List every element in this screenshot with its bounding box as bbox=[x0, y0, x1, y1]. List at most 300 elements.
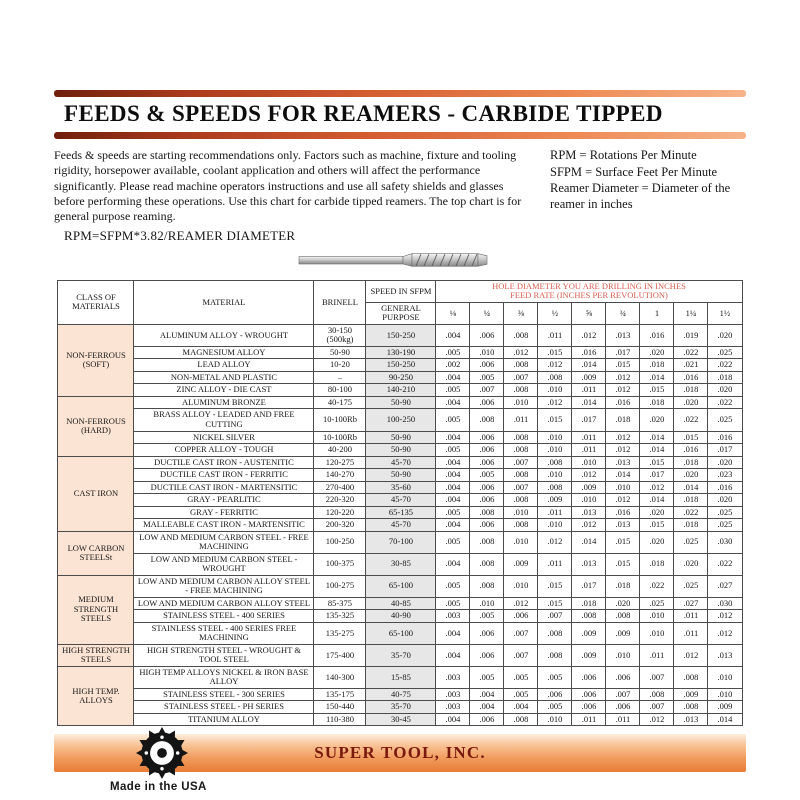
material-cell: MALLEABLE CAST IRON - MARTENSITIC bbox=[134, 519, 314, 532]
feed-rate-cell: .011 bbox=[640, 644, 674, 666]
feed-rate-cell: .010 bbox=[640, 610, 674, 623]
feed-rate-cell: .025 bbox=[674, 531, 708, 553]
feed-rate-cell: .004 bbox=[436, 481, 470, 494]
feed-rate-cell: .015 bbox=[640, 519, 674, 532]
feed-rate-cell: .014 bbox=[640, 494, 674, 507]
feed-rate-cell: .030 bbox=[708, 531, 742, 553]
brinell-cell: 200-320 bbox=[314, 519, 366, 532]
feed-rate-cell: .012 bbox=[538, 359, 572, 372]
feed-rate-cell: .004 bbox=[436, 469, 470, 482]
speed-cell: 65-100 bbox=[366, 575, 436, 597]
feed-rate-cell: .006 bbox=[470, 324, 504, 346]
brinell-cell: 220-320 bbox=[314, 494, 366, 507]
table-row bbox=[58, 371, 742, 384]
speed-cell: 35-70 bbox=[366, 644, 436, 666]
feed-rate-cell: .016 bbox=[606, 396, 640, 409]
feed-rate-cell: .008 bbox=[470, 409, 504, 431]
feed-rate-cell: .013 bbox=[606, 456, 640, 469]
feed-rate-cell: .018 bbox=[640, 396, 674, 409]
feed-rate-cell: .011 bbox=[504, 409, 538, 431]
feed-rate-cell: .022 bbox=[674, 506, 708, 519]
feed-rate-cell: .012 bbox=[572, 519, 606, 532]
feed-rate-cell: .006 bbox=[470, 519, 504, 532]
material-cell: LOW AND MEDIUM CARBON ALLOY STEEL bbox=[134, 597, 314, 610]
feed-rate-cell: .008 bbox=[572, 610, 606, 623]
feed-rate-cell: .004 bbox=[436, 324, 470, 346]
speed-cell: 50-90 bbox=[366, 431, 436, 444]
brinell-cell: 100-275 bbox=[314, 575, 366, 597]
feed-rate-cell: .006 bbox=[470, 444, 504, 457]
feed-rate-cell: .016 bbox=[708, 431, 742, 444]
feed-rate-cell: .004 bbox=[436, 494, 470, 507]
feed-rate-cell: .005 bbox=[436, 384, 470, 397]
feed-rate-cell: .010 bbox=[572, 494, 606, 507]
brinell-cell: 40-200 bbox=[314, 444, 366, 457]
feed-rate-cell: .004 bbox=[436, 553, 470, 575]
material-cell: STAINLESS STEEL - 300 SERIES bbox=[134, 688, 314, 701]
feeds-speeds-table bbox=[57, 280, 742, 727]
table-row bbox=[58, 713, 742, 726]
feed-rate-cell: .025 bbox=[640, 597, 674, 610]
brinell-header: BRINELL bbox=[314, 280, 366, 324]
speed-cell: 45-70 bbox=[366, 456, 436, 469]
feed-rate-cell: .008 bbox=[504, 384, 538, 397]
speed-cell: 150-250 bbox=[366, 324, 436, 346]
feed-rate-cell: .011 bbox=[674, 622, 708, 644]
feed-rate-cell: .017 bbox=[708, 444, 742, 457]
material-cell: ALUMINUM BRONZE bbox=[134, 396, 314, 409]
brinell-cell: 100-250 bbox=[314, 531, 366, 553]
feed-rate-cell: .005 bbox=[436, 444, 470, 457]
feed-rate-cell: .011 bbox=[572, 713, 606, 726]
feed-rate-cell: .014 bbox=[674, 481, 708, 494]
feed-rate-cell: .016 bbox=[640, 324, 674, 346]
feed-rate-cell: .020 bbox=[708, 324, 742, 346]
material-class-cell: HIGH TEMP. ALLOYS bbox=[58, 666, 134, 726]
feed-rate-cell: .006 bbox=[470, 396, 504, 409]
feed-rate-cell: .020 bbox=[640, 346, 674, 359]
feed-rate-cell: .018 bbox=[606, 409, 640, 431]
hole-size-header: ¼ bbox=[470, 302, 504, 324]
feed-rate-cell: .015 bbox=[538, 409, 572, 431]
feed-rate-cell: .007 bbox=[470, 384, 504, 397]
speed-cell: 90-250 bbox=[366, 371, 436, 384]
brinell-cell: 135-275 bbox=[314, 622, 366, 644]
feed-rate-cell: .018 bbox=[674, 456, 708, 469]
feed-rate-cell: .010 bbox=[504, 506, 538, 519]
feed-rate-cell: .005 bbox=[436, 409, 470, 431]
material-cell: HIGH TEMP ALLOYS NICKEL & IRON BASE ALLOY bbox=[134, 666, 314, 688]
brinell-cell: 100-375 bbox=[314, 553, 366, 575]
brinell-cell: 140-270 bbox=[314, 469, 366, 482]
rpm-formula: RPM=SFPM*3.82/REAMER DIAMETER bbox=[64, 227, 296, 243]
feed-rate-cell: .008 bbox=[538, 644, 572, 666]
feed-rate-cell: .008 bbox=[504, 359, 538, 372]
feed-rate-cell: .012 bbox=[538, 531, 572, 553]
feed-rate-cell: .009 bbox=[538, 494, 572, 507]
feed-rate-cell: .004 bbox=[470, 688, 504, 701]
feed-rate-cell: .015 bbox=[606, 359, 640, 372]
feed-rate-cell: .012 bbox=[504, 597, 538, 610]
material-class-cell: CAST IRON bbox=[58, 456, 134, 531]
speed-cell: 35-60 bbox=[366, 481, 436, 494]
hole-size-header: ⅜ bbox=[504, 302, 538, 324]
feed-rate-cell: .007 bbox=[504, 644, 538, 666]
feed-rate-cell: .018 bbox=[640, 553, 674, 575]
speed-cell: 35-70 bbox=[366, 701, 436, 714]
feed-rate-cell: .008 bbox=[470, 575, 504, 597]
table-row bbox=[58, 456, 742, 469]
feed-rate-cell: .008 bbox=[640, 688, 674, 701]
feed-rate-cell: .017 bbox=[572, 575, 606, 597]
material-class-cell: NON-FERROUS (HARD) bbox=[58, 396, 134, 456]
table-row bbox=[58, 701, 742, 714]
feed-rate-cell: .017 bbox=[606, 346, 640, 359]
feed-rate-cell: .006 bbox=[572, 688, 606, 701]
feed-rate-cell: .010 bbox=[708, 688, 742, 701]
feed-rate-cell: .015 bbox=[606, 553, 640, 575]
feed-rate-cell: .013 bbox=[572, 553, 606, 575]
feed-rate-cell: .013 bbox=[606, 324, 640, 346]
brinell-cell: 10-20 bbox=[314, 359, 366, 372]
feed-rate-cell: .008 bbox=[538, 481, 572, 494]
feed-rate-cell: .021 bbox=[674, 359, 708, 372]
feed-rate-cell: .008 bbox=[470, 553, 504, 575]
speed-cell: 50-90 bbox=[366, 444, 436, 457]
feed-rate-cell: .020 bbox=[640, 409, 674, 431]
feed-rate-cell: .011 bbox=[572, 384, 606, 397]
brinell-cell: 80-100 bbox=[314, 384, 366, 397]
feed-rate-cell: .022 bbox=[708, 359, 742, 372]
feed-rate-cell: .006 bbox=[470, 456, 504, 469]
material-cell: STAINLESS STEEL - 400 SERIES FREE MACHINING bbox=[134, 622, 314, 644]
feed-rate-cell: .005 bbox=[470, 666, 504, 688]
brinell-cell: – bbox=[314, 371, 366, 384]
feed-rate-cell: .020 bbox=[674, 469, 708, 482]
feed-rate-cell: .015 bbox=[640, 384, 674, 397]
material-cell: STAINLESS STEEL - 400 SERIES bbox=[134, 610, 314, 623]
feed-rate-cell: .009 bbox=[606, 622, 640, 644]
table-row bbox=[58, 384, 742, 397]
speed-cell: 40-90 bbox=[366, 610, 436, 623]
feed-rate-cell: .025 bbox=[708, 519, 742, 532]
feed-rate-cell: .012 bbox=[606, 444, 640, 457]
page-title: FEEDS & SPEEDS FOR REAMERS - CARBIDE TIPPED bbox=[64, 101, 663, 126]
table-row bbox=[58, 622, 742, 644]
brinell-cell: 140-300 bbox=[314, 666, 366, 688]
feed-rate-cell: .008 bbox=[470, 506, 504, 519]
feed-rate-cell: .006 bbox=[606, 701, 640, 714]
feed-rate-cell: .010 bbox=[538, 384, 572, 397]
feed-rate-cell: .010 bbox=[504, 575, 538, 597]
table-row bbox=[58, 688, 742, 701]
feed-rate-cell: .008 bbox=[504, 444, 538, 457]
feed-rate-cell: .016 bbox=[572, 346, 606, 359]
table-row bbox=[58, 553, 742, 575]
feed-rate-cell: .018 bbox=[674, 494, 708, 507]
brinell-cell: 10-100Rb bbox=[314, 409, 366, 431]
feed-rate-cell: .006 bbox=[470, 622, 504, 644]
feed-rate-cell: .010 bbox=[708, 666, 742, 688]
feed-rate-cell: .020 bbox=[606, 597, 640, 610]
speed-cell: 65-135 bbox=[366, 506, 436, 519]
feed-rate-cell: .027 bbox=[708, 575, 742, 597]
feed-rate-cell: .016 bbox=[708, 481, 742, 494]
general-purpose-header: GENERAL PURPOSE bbox=[366, 302, 436, 324]
hole-size-header: ½ bbox=[538, 302, 572, 324]
speed-cell: 70-100 bbox=[366, 531, 436, 553]
feed-rate-cell: .013 bbox=[708, 644, 742, 666]
feed-rate-cell: .007 bbox=[504, 481, 538, 494]
feed-rate-cell: .010 bbox=[538, 713, 572, 726]
material-class-cell: MEDIUM STRENGTH STEELS bbox=[58, 575, 134, 644]
feed-rate-cell: .027 bbox=[674, 597, 708, 610]
feed-rate-cell: .020 bbox=[708, 456, 742, 469]
feed-rate-cell: .006 bbox=[504, 610, 538, 623]
material-cell: LOW AND MEDIUM CARBON STEEL - FREE MACHINING bbox=[134, 531, 314, 553]
table-row bbox=[58, 597, 742, 610]
feed-rate-cell: .006 bbox=[538, 688, 572, 701]
feed-rate-cell: .010 bbox=[504, 396, 538, 409]
made-in-usa-label: Made in the USA bbox=[110, 781, 207, 794]
feed-rate-cell: .005 bbox=[436, 346, 470, 359]
feed-rate-header-line: FEED RATE (INCHES PER REVOLUTION) bbox=[510, 290, 668, 301]
feed-rate-cell: .011 bbox=[538, 553, 572, 575]
feed-rate-cell: .007 bbox=[640, 666, 674, 688]
legend-rpm: RPM = Rotations Per Minute bbox=[550, 148, 697, 162]
brinell-cell: 50-90 bbox=[314, 346, 366, 359]
feed-rate-cell: .018 bbox=[606, 575, 640, 597]
feed-rate-cell: .017 bbox=[640, 469, 674, 482]
feed-rate-cell: .005 bbox=[504, 666, 538, 688]
feed-rate-cell: .011 bbox=[538, 506, 572, 519]
feed-rate-cell: .004 bbox=[504, 701, 538, 714]
feed-rate-cell: .006 bbox=[470, 494, 504, 507]
feed-rate-cell: .009 bbox=[572, 622, 606, 644]
speed-cell: 40-75 bbox=[366, 688, 436, 701]
feed-rate-cell: .005 bbox=[504, 688, 538, 701]
table-row bbox=[58, 346, 742, 359]
feed-rate-cell: .020 bbox=[640, 506, 674, 519]
feed-rate-cell: .004 bbox=[436, 456, 470, 469]
feed-rate-cell: .003 bbox=[436, 701, 470, 714]
feed-rate-cell: .012 bbox=[606, 431, 640, 444]
feed-rate-cell: .025 bbox=[708, 346, 742, 359]
feed-rate-cell: .006 bbox=[470, 644, 504, 666]
table-row bbox=[58, 519, 742, 532]
table-row bbox=[58, 506, 742, 519]
brinell-cell: 10-100Rb bbox=[314, 431, 366, 444]
hole-diameter-feed-rate-header bbox=[436, 280, 742, 302]
feed-rate-cell: .012 bbox=[606, 384, 640, 397]
feed-rate-cell: .007 bbox=[640, 701, 674, 714]
feed-rate-cell: .006 bbox=[572, 666, 606, 688]
feed-rate-cell: .008 bbox=[504, 431, 538, 444]
intro-paragraph: Feeds & speeds are starting recommendations only. Factors such as machine, fixture and tooling rigidity, horsepower available, coolant application and others will affect the performance significantly. Please read machine operators instructions and use all safety shields and glasses before performing these operations. Use this chart for carbide tipped reamers. The top chart is for general purpose reaming. bbox=[54, 148, 522, 224]
feed-rate-cell: .020 bbox=[708, 384, 742, 397]
feed-rate-cell: .010 bbox=[504, 531, 538, 553]
feed-rate-cell: .023 bbox=[708, 469, 742, 482]
hole-size-header: 1 bbox=[640, 302, 674, 324]
hole-size-header: 1½ bbox=[708, 302, 742, 324]
material-cell: COPPER ALLOY - TOUGH bbox=[134, 444, 314, 457]
feed-rate-cell: .008 bbox=[504, 494, 538, 507]
feed-rate-cell: .009 bbox=[572, 644, 606, 666]
material-cell: MAGNESIUM ALLOY bbox=[134, 346, 314, 359]
feed-rate-cell: .004 bbox=[436, 644, 470, 666]
feed-rate-cell: .008 bbox=[538, 622, 572, 644]
reamer-drawing-icon bbox=[295, 245, 505, 275]
feed-rate-cell: .005 bbox=[436, 531, 470, 553]
footer bbox=[54, 734, 746, 772]
feed-rate-cell: .012 bbox=[572, 469, 606, 482]
feed-rate-cell: .011 bbox=[674, 610, 708, 623]
saw-blade-logo-icon bbox=[136, 727, 188, 779]
speed-cell: 40-85 bbox=[366, 597, 436, 610]
feed-rate-cell: .008 bbox=[674, 666, 708, 688]
feed-rate-cell: .009 bbox=[572, 481, 606, 494]
feed-rate-cell: .006 bbox=[470, 713, 504, 726]
feed-rate-cell: .018 bbox=[708, 371, 742, 384]
speed-cell: 140-210 bbox=[366, 384, 436, 397]
material-cell: DUCTILE CAST IRON - AUSTENITIC bbox=[134, 456, 314, 469]
brinell-cell: 135-325 bbox=[314, 610, 366, 623]
hole-size-header: 1¼ bbox=[674, 302, 708, 324]
material-cell: NON-METAL AND PLASTIC bbox=[134, 371, 314, 384]
feed-rate-cell: .015 bbox=[538, 597, 572, 610]
hole-size-header: ⅝ bbox=[572, 302, 606, 324]
feed-rate-cell: .005 bbox=[436, 575, 470, 597]
feed-rate-cell: .022 bbox=[674, 409, 708, 431]
feed-rate-cell: .010 bbox=[538, 519, 572, 532]
feed-rate-cell: .017 bbox=[572, 409, 606, 431]
table-row bbox=[58, 610, 742, 623]
feed-rate-cell: .011 bbox=[606, 713, 640, 726]
feed-rate-cell: .016 bbox=[674, 444, 708, 457]
title-rule-top bbox=[54, 90, 746, 97]
feed-rate-cell: .012 bbox=[640, 481, 674, 494]
table-row bbox=[58, 666, 742, 688]
material-cell: DUCTILE CAST IRON - FERRITIC bbox=[134, 469, 314, 482]
speed-cell: 130-190 bbox=[366, 346, 436, 359]
brinell-cell: 135-175 bbox=[314, 688, 366, 701]
feed-rate-cell: .009 bbox=[674, 688, 708, 701]
table-row bbox=[58, 324, 742, 346]
feed-rate-cell: .019 bbox=[674, 324, 708, 346]
feed-rate-cell: .010 bbox=[538, 469, 572, 482]
feed-rate-cell: .006 bbox=[470, 431, 504, 444]
material-class-cell: NON-FERROUS (SOFT) bbox=[58, 324, 134, 396]
header-row-1 bbox=[58, 280, 742, 302]
abbreviation-legend bbox=[550, 148, 746, 225]
material-cell: DUCTILE CAST IRON - MARTENSITIC bbox=[134, 481, 314, 494]
material-cell: ZINC ALLOY - DIE CAST bbox=[134, 384, 314, 397]
material-cell: LOW AND MEDIUM CARBON STEEL - WROUGHT bbox=[134, 553, 314, 575]
feed-rate-cell: .011 bbox=[572, 431, 606, 444]
feed-rate-cell: .008 bbox=[538, 371, 572, 384]
material-class-cell: LOW CARBON STEELSt bbox=[58, 531, 134, 575]
feed-rate-cell: .015 bbox=[538, 575, 572, 597]
feed-rate-cell: .004 bbox=[436, 519, 470, 532]
feed-rate-cell: .007 bbox=[504, 622, 538, 644]
table-row bbox=[58, 444, 742, 457]
feed-rate-cell: .008 bbox=[674, 701, 708, 714]
table-row bbox=[58, 481, 742, 494]
feed-rate-cell: .016 bbox=[674, 371, 708, 384]
brinell-cell: 110-380 bbox=[314, 713, 366, 726]
feed-rate-cell: .016 bbox=[606, 506, 640, 519]
feed-rate-cell: .003 bbox=[436, 610, 470, 623]
feed-rate-cell: .020 bbox=[674, 396, 708, 409]
table-row bbox=[58, 409, 742, 431]
feed-rate-cell: .015 bbox=[674, 431, 708, 444]
feed-rate-cell: .012 bbox=[708, 610, 742, 623]
material-cell: ALUMINUM ALLOY - WROUGHT bbox=[134, 324, 314, 346]
feed-rate-cell: .022 bbox=[708, 396, 742, 409]
material-cell: HIGH STRENGTH STEEL - WROUGHT & TOOL STEEL bbox=[134, 644, 314, 666]
class-of-materials-header: CLASS OF MATERIALS bbox=[58, 280, 134, 324]
feed-rate-cell: .018 bbox=[674, 384, 708, 397]
speed-in-sfpm-header: SPEED IN SFPM bbox=[366, 280, 436, 302]
material-cell: LOW AND MEDIUM CARBON ALLOY STEEL - FREE MACHINING bbox=[134, 575, 314, 597]
speed-cell: 50-90 bbox=[366, 469, 436, 482]
feed-rate-cell: .003 bbox=[436, 666, 470, 688]
speed-cell: 50-90 bbox=[366, 396, 436, 409]
feed-rate-cell: .010 bbox=[572, 456, 606, 469]
legend-sfpm: SFPM = Surface Feet Per Minute bbox=[550, 164, 718, 179]
feed-rate-cell: .013 bbox=[606, 519, 640, 532]
feed-rate-cell: .008 bbox=[470, 531, 504, 553]
feed-rate-cell: .004 bbox=[436, 622, 470, 644]
feed-rate-cell: .014 bbox=[640, 444, 674, 457]
speed-cell: 100-250 bbox=[366, 409, 436, 431]
feed-rate-cell: .012 bbox=[674, 644, 708, 666]
table-row bbox=[58, 575, 742, 597]
feed-rate-cell: .008 bbox=[538, 456, 572, 469]
feed-rate-cell: .005 bbox=[436, 506, 470, 519]
feed-rate-cell: .025 bbox=[708, 506, 742, 519]
feed-rate-cell: .006 bbox=[470, 359, 504, 372]
feed-rate-cell: .002 bbox=[436, 359, 470, 372]
table-row bbox=[58, 431, 742, 444]
hole-size-header: ⅛ bbox=[436, 302, 470, 324]
table-row bbox=[58, 531, 742, 553]
feed-rate-cell: .012 bbox=[640, 713, 674, 726]
feed-rate-cell: .014 bbox=[572, 359, 606, 372]
speed-cell: 15-85 bbox=[366, 666, 436, 688]
brinell-cell: 120-275 bbox=[314, 456, 366, 469]
feed-rate-cell: .015 bbox=[606, 531, 640, 553]
feed-rate-cell: .012 bbox=[708, 622, 742, 644]
feed-rate-cell: .005 bbox=[538, 701, 572, 714]
table-row bbox=[58, 359, 742, 372]
material-cell: GRAY - PEARLITIC bbox=[134, 494, 314, 507]
feed-rate-cell: .014 bbox=[572, 396, 606, 409]
feed-rate-cell: .014 bbox=[640, 431, 674, 444]
feed-rate-cell: .007 bbox=[538, 610, 572, 623]
speed-cell: 65-100 bbox=[366, 622, 436, 644]
brinell-cell: 120-220 bbox=[314, 506, 366, 519]
hole-size-header: ¾ bbox=[606, 302, 640, 324]
feed-rate-cell: .014 bbox=[640, 371, 674, 384]
brinell-cell: 270-400 bbox=[314, 481, 366, 494]
feed-rate-cell: .004 bbox=[436, 713, 470, 726]
feed-rate-cell: .005 bbox=[470, 371, 504, 384]
feed-rate-cell: .004 bbox=[436, 371, 470, 384]
speed-cell: 45-70 bbox=[366, 519, 436, 532]
feed-rate-cell: .010 bbox=[470, 346, 504, 359]
brinell-cell: 150-440 bbox=[314, 701, 366, 714]
